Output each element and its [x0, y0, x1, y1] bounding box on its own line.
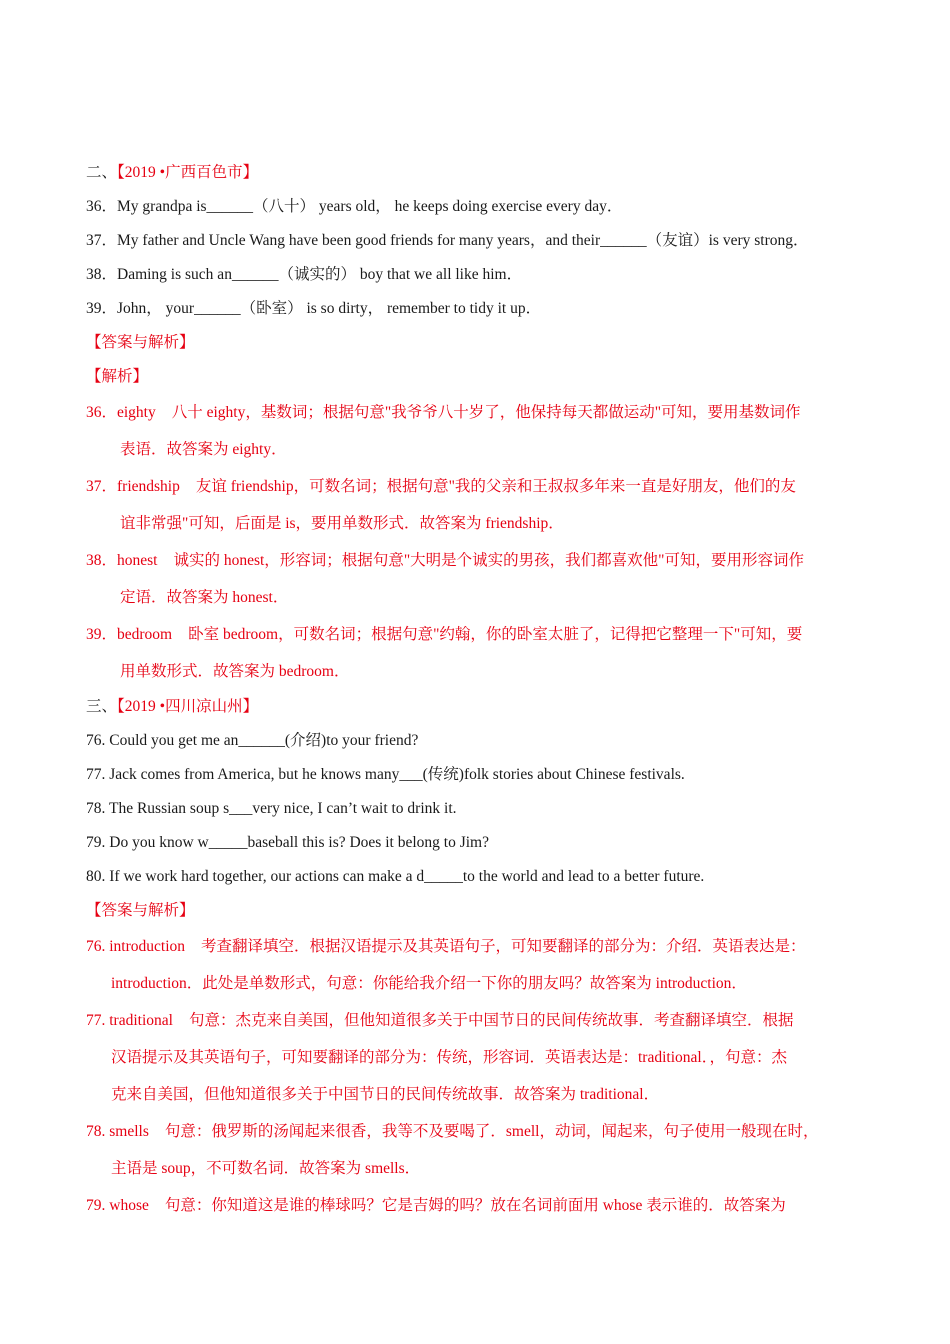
- section3-header: [86, 690, 876, 724]
- question-39: 39．John， your______（卧室） is so dirty， remember to tidy it up．: [86, 300, 542, 317]
- answer-word: 36．eighty: [86, 404, 156, 421]
- answer-text: 句意：俄罗斯的汤闻起来很香，我等不及要喝了．smell，动词，闻起来，句子使用一般现在时，: [164, 1123, 819, 1140]
- answer-word: 77. traditional: [86, 1012, 173, 1029]
- section3-prefix: 三、: [86, 698, 118, 715]
- answer-77: [86, 1002, 876, 1113]
- answer-76: [86, 928, 876, 1002]
- answer-word: 76. introduction: [86, 938, 186, 955]
- section3-source: 【2019 •四川凉山州】: [117, 698, 259, 715]
- answer-text: 汉语提示及其英语句子，可知要翻译的部分为：传统，形容词．英语表达是：traditional．，句意：杰: [111, 1049, 787, 1066]
- section2-source: 【2019 •广西百色市】: [117, 164, 259, 181]
- question-76: 76. Could you get me an______(介绍)to your friend?: [86, 732, 419, 749]
- answer-text: 句意：杰克来自美国，但他知道很多关于中国节日的民间传统故事．考查翻译填空．根据: [188, 1012, 794, 1029]
- question-78: 78. The Russian soup s___very nice, I can’t wait to drink it.: [86, 800, 457, 817]
- answer-79: [86, 1187, 876, 1224]
- answer-text: 句意：你知道这是谁的棒球吗？它是吉姆的吗？放在名词前面用 whose 表示谁的．故答案为: [164, 1197, 786, 1214]
- answer-text: 友谊 friendship，可数名词；根据句意"我的父亲和王叔叔多年来一直是好朋友，他们的友: [195, 478, 796, 495]
- answer-word: 38．honest: [86, 552, 158, 569]
- answer-text: 卧室 bedroom，可数名词；根据句意"约翰，你的卧室太脏了，记得把它整理一下"可知，要: [188, 626, 803, 643]
- answer-word: 37．friendship: [86, 478, 180, 495]
- answer-text: 克来自美国，但他知道很多关于中国节日的民间传统故事．故答案为 traditional．: [111, 1086, 660, 1103]
- answer-37: [86, 468, 876, 542]
- answer-text: 八十 eighty，基数词；根据句意"我爷爷八十岁了，他保持每天都做运动"可知，要用基数词作: [171, 404, 801, 421]
- answer-text: 定语．故答案为 honest．: [120, 589, 289, 606]
- answer-text: 用单数形式．故答案为 bedroom．: [120, 663, 350, 680]
- answer-36: [86, 394, 876, 468]
- section2-header: [86, 156, 876, 190]
- section2-prefix: 二、: [86, 164, 118, 181]
- question-79: 79. Do you know w_____baseball this is? Does it belong to Jim?: [86, 834, 489, 851]
- question-80: 80. If we work hard together, our actions can make a d_____to the world and lead to a better future.: [86, 868, 705, 885]
- answer-text: 谊非常强"可知，后面是 is，要用单数形式．故答案为 friendship．: [120, 515, 564, 532]
- answer-text: 主语是 soup，不可数名词．故答案为 smells．: [111, 1160, 421, 1177]
- answer-78: [86, 1113, 876, 1187]
- answer-text: introduction．此处是单数形式，句意：你能给我介绍一下你的朋友吗？故答案为 introduction．: [111, 975, 747, 992]
- section3-answer-header: 【答案与解析】: [86, 902, 195, 919]
- question-36: 36．My grandpa is______（八十） years old， he keeps doing exercise every day．: [86, 198, 623, 215]
- document-page: [86, 156, 876, 1224]
- section2-answer-header: 【答案与解析】: [86, 334, 195, 351]
- question-38: 38．Daming is such an______（诚实的） boy that we all like him．: [86, 266, 523, 283]
- question-37: 37．My father and Uncle Wang have been good friends for many years，and their______（友谊）is very strong．: [86, 232, 809, 249]
- section2-analysis-header: 【解析】: [86, 368, 149, 385]
- question-77: 77. Jack comes from America, but he knows many___(传统)folk stories about Chinese festivals.: [86, 766, 685, 783]
- answer-38: [86, 542, 876, 616]
- answer-39: [86, 616, 876, 690]
- answer-word: 39．bedroom: [86, 626, 173, 643]
- answer-text: 表语．故答案为 eighty．: [120, 441, 287, 458]
- answer-word: 79. whose: [86, 1197, 149, 1214]
- answer-text: 诚实的 honest，形容词；根据句意"大明是个诚实的男孩，我们都喜欢他"可知，要用形容词作: [173, 552, 804, 569]
- answer-word: 78. smells: [86, 1123, 149, 1140]
- answer-text: 考查翻译填空．根据汉语提示及其英语句子，可知要翻译的部分为：介绍．英语表达是：: [201, 938, 806, 955]
